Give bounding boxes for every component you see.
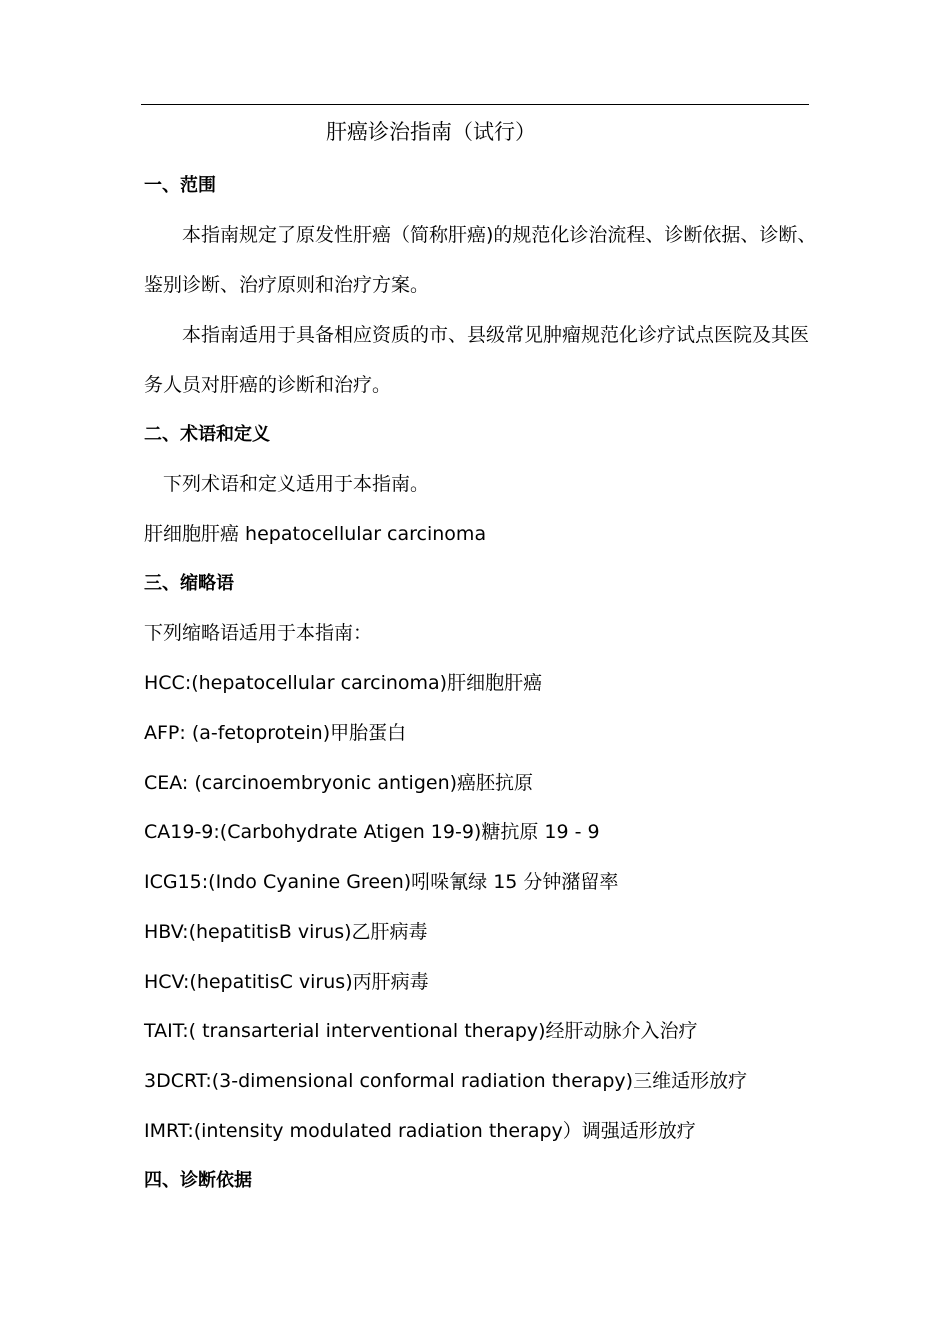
section-heading-diagnosis-basis: 四、诊断依据	[144, 1170, 252, 1191]
section-heading-abbreviations: 三、缩略语	[144, 573, 234, 594]
header-rule	[141, 104, 809, 105]
abbreviation-item: HCC:(hepatocellular carcinoma)肝细胞肝癌	[144, 672, 543, 694]
paragraph-line: 下列术语和定义适用于本指南。	[163, 473, 430, 495]
abbreviation-item: HBV:(hepatitisB virus)乙肝病毒	[144, 921, 428, 943]
term-definition: 肝细胞肝癌 hepatocellular carcinoma	[144, 523, 487, 545]
abbreviation-item: 3DCRT:(3-dimensional conformal radiation therapy)三维适形放疗	[144, 1070, 748, 1092]
abbreviation-item: TAIT:( transarterial interventional therapy)经肝动脉介入治疗	[144, 1020, 698, 1042]
abbreviation-item: IMRT:(intensity modulated radiation therapy）调强适形放疗	[144, 1120, 696, 1142]
abbreviation-item: HCV:(hepatitisC virus)丙肝病毒	[144, 971, 429, 993]
abbreviation-item: ICG15:(Indo Cyanine Green)吲哚氰绿 15 分钟潴留率	[144, 871, 619, 893]
paragraph-line: 务人员对肝癌的诊断和治疗。	[144, 374, 392, 396]
section-heading-terms: 二、术语和定义	[144, 424, 270, 445]
paragraph-line: 本指南规定了原发性肝癌（简称肝癌)的规范化诊治流程、诊断依据、诊断、	[182, 224, 817, 246]
document-title: 肝癌诊治指南（试行）	[326, 120, 536, 144]
abbreviation-item: CA19-9:(Carbohydrate Atigen 19-9)糖抗原 19 - 9	[144, 821, 600, 843]
paragraph-line: 下列缩略语适用于本指南：	[144, 622, 373, 644]
section-heading-scope: 一、范围	[144, 175, 216, 196]
paragraph-line: 本指南适用于具备相应资质的市、县级常见肿瘤规范化诊疗试点医院及其医	[182, 324, 810, 346]
paragraph-line: 鉴别诊断、治疗原则和治疗方案。	[144, 274, 430, 296]
abbreviation-item: CEA: (carcinoembryonic antigen)癌胚抗原	[144, 772, 534, 794]
abbreviation-item: AFP: (a-fetoprotein)甲胎蛋白	[144, 722, 407, 744]
